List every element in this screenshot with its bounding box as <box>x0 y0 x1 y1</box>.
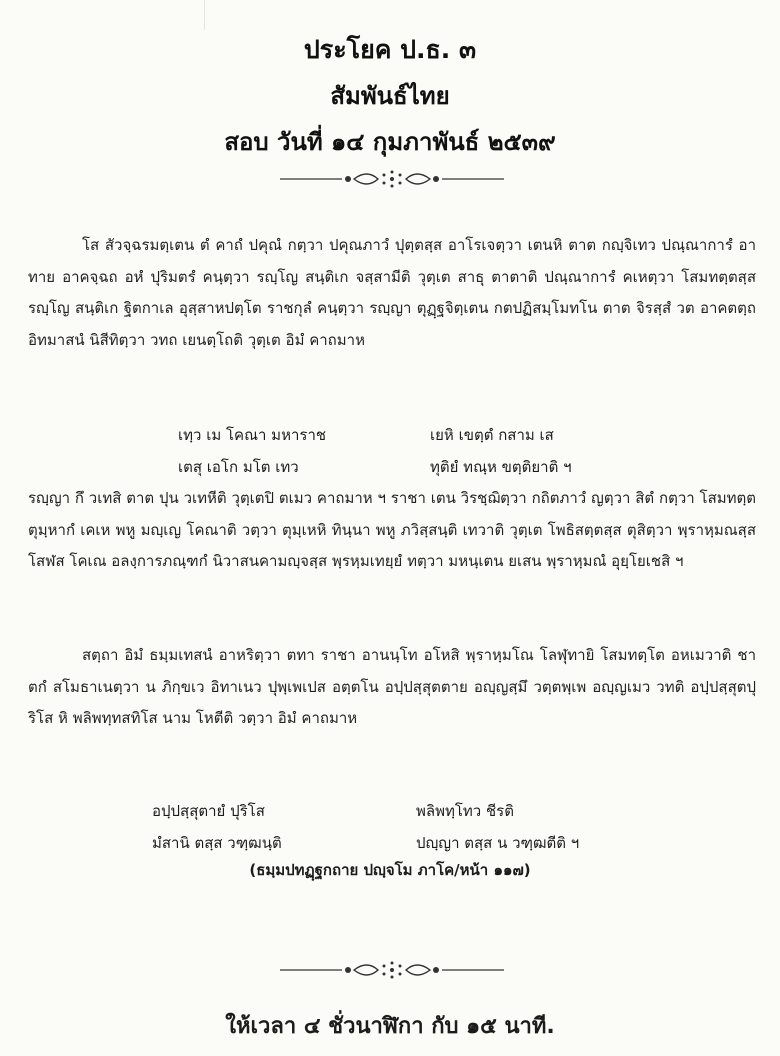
exam-title: ประโยค ป.ธ. ๓ <box>303 35 477 64</box>
ornament-divider-bottom <box>272 958 512 982</box>
verse-line <box>152 796 579 828</box>
verse-line-right: ทุติยํ ทณฺห ขตฺติยาติ ฯ <box>430 457 572 476</box>
source-citation: (ธมฺมปทฏฺฐกถาย ปญฺจโม ภาโค/หน้า ๑๑๗) <box>249 861 531 879</box>
verse-line <box>178 452 572 484</box>
verse-line <box>178 420 572 452</box>
verse-line-right: พลิพทฺโทว ชีรติ <box>416 802 514 820</box>
verse-line-right: ปญฺญา ตสฺส น วฑฺฒตีติ ฯ <box>416 833 580 852</box>
passage-paragraph-2: รญฺญา กึ วเทสิ ตาต ปุน วเทหีติ วุตฺเตปิ ตเมว คาถมาห ฯ ราชา เตน วิรชฺฌิตฺวา กถิตภาวํ ญตฺวา สิตํ กตฺวา โสมทตฺต ตุมฺหากํ เคเห พหู มญฺเญ โคณาติ วตฺวา ตุมฺเหหิ ทินฺนา พหู ภวิสฺสนฺติ เทวาติ วุตฺเต โพธิสตฺตสฺส ตุสิตฺวา พฺราหฺมณสฺส โสฬส โคเณ อลงฺการภณฺฑกํ นิวาสนคามญฺจสฺส พฺรหฺมเทยฺยํ ทตฺวา มหนฺเตน ยเสน พฺราหฺมณํ อุยฺโยเชสิ ฯ <box>28 489 756 570</box>
passage-paragraph-3: สตฺถา อิมํ ธมฺมเทสนํ อาหริตฺวา ตทา ราชา อานนฺโท อโหสิ พฺราหฺมโณ โลฬุทายิ โสมทตฺโต อหเมวาติ ชาตกํ สโมธาเนตฺวา น ภิกฺขเว อิทาเนว ปุพฺเพเปส อตฺตโน อปฺปสฺสุตตาย อญฺญสฺมึ วตฺตพฺเพ อญฺญเมว วทติ อปฺปสฺสุตปุริโส หิ พลิพทฺทสทิโส นาม โหตีติ วตฺวา อิมํ คาถมาห <box>28 646 756 727</box>
page-crease <box>204 0 205 30</box>
verse-line-left: มํสานิ ตสฺส วฑฺฒนฺติ <box>152 833 282 852</box>
verse-line-left: เตสุ เอโก มโต เทว <box>178 457 299 476</box>
verse-block-2 <box>152 796 579 859</box>
time-allowed: ให้เวลา ๔ ชั่วนาฬิกา กับ ๑๕ นาที. <box>225 1014 555 1039</box>
verse-line-left: เทฺว เม โคณา มหาราช <box>178 426 327 444</box>
verse-line-left: อปฺปสฺสุตายํ ปุริโส <box>152 802 265 820</box>
verse-line-right: เยหิ เขตฺตํ กสาม เส <box>430 426 554 444</box>
passage-paragraph-1: โส สัวจฺฉรมตฺเตน ตํ คาถํ ปคุณํ กตฺวา ปคุณภาวํ ปุตฺตสฺส อาโรเจตฺวา เตนหิ ตาต กญฺจิเทว ปณฺณาการํ อาทาย อาคจฺฉถ อหํ ปุริมตรํ คนฺตฺวา รญฺโญ สนฺติเก จสฺสามีติ วุตฺเต สาธุ ตาตาติ ปณฺณาการํ คเหตฺวา โสมทตฺตสฺส รญฺโญ สนฺติเก ฐิตกาเล อุสฺสาหปตฺโต ราชกุลํ คนฺตฺวา รญฺญา ตุฏฺฐจิตฺเตน กตปฏิสมฺโมทโน ตาต จิรสฺสํ วต อาคตตฺถ อิทมาสนํ นิสีทิตฺวา วทถ เยนตฺโถติ วุตฺเต อิมํ คาถมาห <box>28 236 756 349</box>
verse-block-1 <box>178 420 572 483</box>
exam-date: สอบ วันที่ ๑๔ กุมภาพันธ์ ๒๕๓๙ <box>224 128 556 156</box>
ornament-divider-top <box>272 167 512 191</box>
exam-subject: สัมพันธ์ไทย <box>330 82 450 110</box>
verse-line <box>152 828 579 860</box>
